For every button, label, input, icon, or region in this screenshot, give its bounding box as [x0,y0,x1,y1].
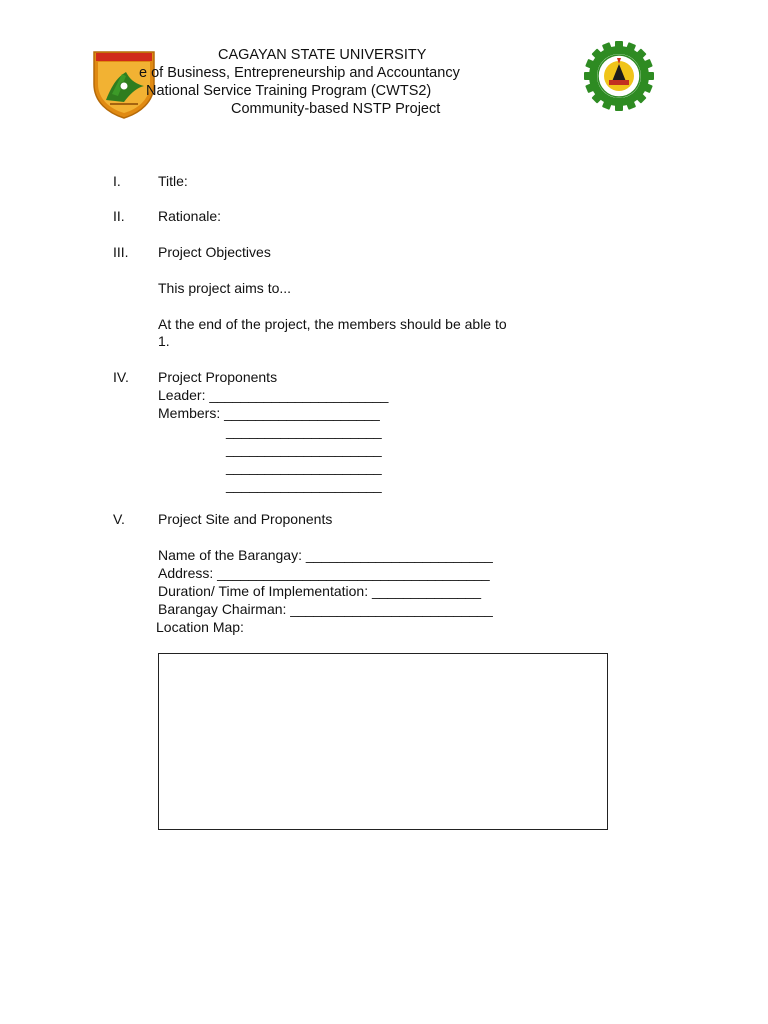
project-site-label: Project Site and Proponents [158,511,333,527]
location-map-label: Location Map: [156,619,244,635]
document-title: Community-based NSTP Project [231,101,441,117]
objective-item-1: 1. [158,333,170,349]
section-5-numeral: V. [113,511,125,527]
objectives-label: Project Objectives [158,244,271,260]
section-1-numeral: I. [113,173,121,189]
duration-field: Duration/ Time of Implementation: ______________ [158,583,481,599]
barangay-name-field: Name of the Barangay: ________________________ [158,547,493,563]
end-of-project-text: At the end of the project, the members should be able to [158,316,507,332]
barangay-chairman-field: Barangay Chairman: __________________________ [158,601,493,617]
member-blank-line: ____________________ [226,459,382,475]
member-blank-line: ____________________ [226,441,382,457]
document-header [0,46,768,126]
proponents-label: Project Proponents [158,369,278,385]
project-aim-text: This project aims to... [158,280,292,296]
section-3-numeral: III. [113,244,129,260]
member-blank-line: ____________________ [226,477,382,493]
member-blank-line: ____________________ [226,423,382,439]
location-map-box [158,653,608,830]
title-label: Title: [158,173,188,189]
program-name: National Service Training Program (CWTS2) [146,83,432,99]
address-field: Address: ___________________________________ [158,565,490,581]
rationale-label: Rationale: [158,208,222,224]
leader-field: Leader: _______________________ [158,387,389,403]
members-field: Members: ____________________ [158,405,380,421]
section-4-numeral: IV. [113,369,129,385]
university-name: CAGAYAN STATE UNIVERSITY [218,47,427,63]
section-2-numeral: II. [113,208,125,224]
college-name: e of Business, Entrepreneurship and Accountancy [139,65,460,81]
